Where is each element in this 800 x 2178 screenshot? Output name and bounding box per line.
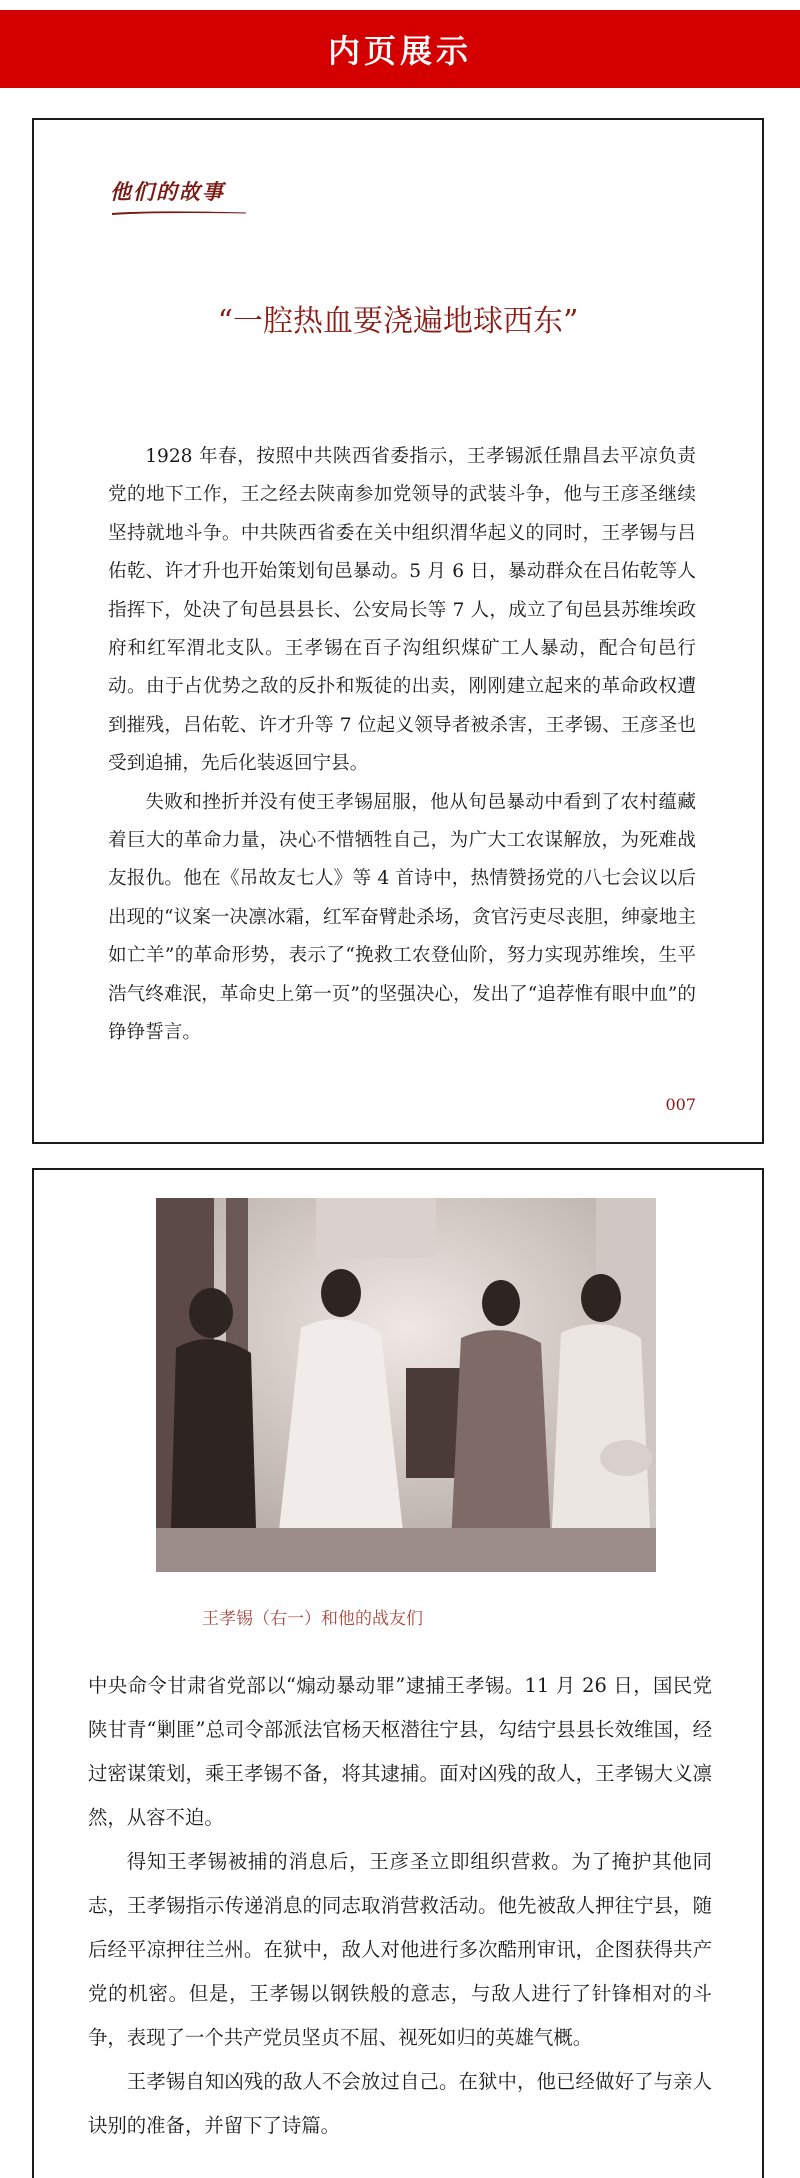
page2-body — [88, 1664, 712, 2148]
book-page-1 — [32, 118, 764, 1144]
series-underline — [112, 210, 246, 215]
paragraph: 王孝锡自知凶残的敌人不会放过自己。在狱中，他已经做好了与亲人诀别的准备，并留下了诗篇。 — [88, 2070, 712, 2137]
photo-caption: 王孝锡（右一）和他的战友们 — [202, 1609, 423, 1629]
book-page-2 — [32, 1168, 764, 2178]
paragraph: 失败和挫折并没有使王孝锡屈服，他从旬邑暴动中看到了农村蕴藏着巨大的革命力量，决心不惜牺牲自己，为广大工农谋解放，为死难战友报仇。他在《吊故友七人》等 4 首诗中，热情赞扬党的八七会议以后出现的“议案一决凛冰霜，红军奋臂赴杀场，贪官污吏尽丧胆，绅豪地主如亡羊”的革命形势，表示了“挽救工农登仙阶，努力实现苏维埃，生平浩气终难泯，革命史上第一页”的坚强决心，发出了“追荐惟有眼中血”的铮铮誓言。 — [108, 791, 696, 1044]
page1-body — [108, 438, 696, 1053]
historical-photo — [156, 1198, 656, 1572]
paragraph: 中央命令甘肃省党部以“煽动暴动罪”逮捕王孝锡。11 月 26 日，国民党陕甘青“剿匪”总司令部派法官杨天枢潜往宁县，勾结宁县县长效维国，经过密谋策划，乘王孝锡不备，将其逮捕。面对凶残的敌人，王孝锡大义凛然，从容不迫。 — [88, 1674, 712, 1829]
paragraph: 1928 年春，按照中共陕西省委指示，王孝锡派任鼎昌去平凉负责党的地下工作，王之经去陕南参加党领导的武装斗争，他与王彦圣继续坚持就地斗争。中共陕西省委在关中组织渭华起义的同时，王孝锡与吕佑乾、许才升也开始策划旬邑暴动。5 月 6 日，暴动群众在吕佑乾等人指挥下，处决了旬邑县县长、公安局长等 7 人，成立了旬邑县苏维埃政府和红军渭北支队。王孝锡在百子沟组织煤矿工人暴动，配合旬邑行动。由于占优势之敌的反扑和叛徒的出卖，刚刚建立起来的革命政权遭到摧残，吕佑乾、许才升等 7 位起义领导者被杀害，王孝锡、王彦圣也受到追捕，先后化装返回宁县。 — [108, 446, 696, 775]
banner-title: 内页展示 — [327, 32, 472, 70]
section-banner — [0, 10, 800, 88]
group-photo-illustration — [156, 1198, 656, 1572]
paragraph: 得知王孝锡被捕的消息后，王彦圣立即组织营救。为了掩护其他同志，王孝锡指示传递消息的同志取消营救活动。他先被敌人押往宁县，随后经平凉押往兰州。在狱中，敌人对他进行多次酷刑审讯，企图获得共产党的机密。但是，王孝锡以钢铁般的意志，与敌人进行了针锋相对的斗争，表现了一个共产党员坚贞不屈、视死如归的英雄气概。 — [88, 1850, 712, 2049]
chapter-title: “一腔热血要浇遍地球西东” — [217, 304, 579, 339]
series-title: 他们的故事 — [110, 179, 225, 204]
page-number: 007 — [665, 1095, 696, 1114]
